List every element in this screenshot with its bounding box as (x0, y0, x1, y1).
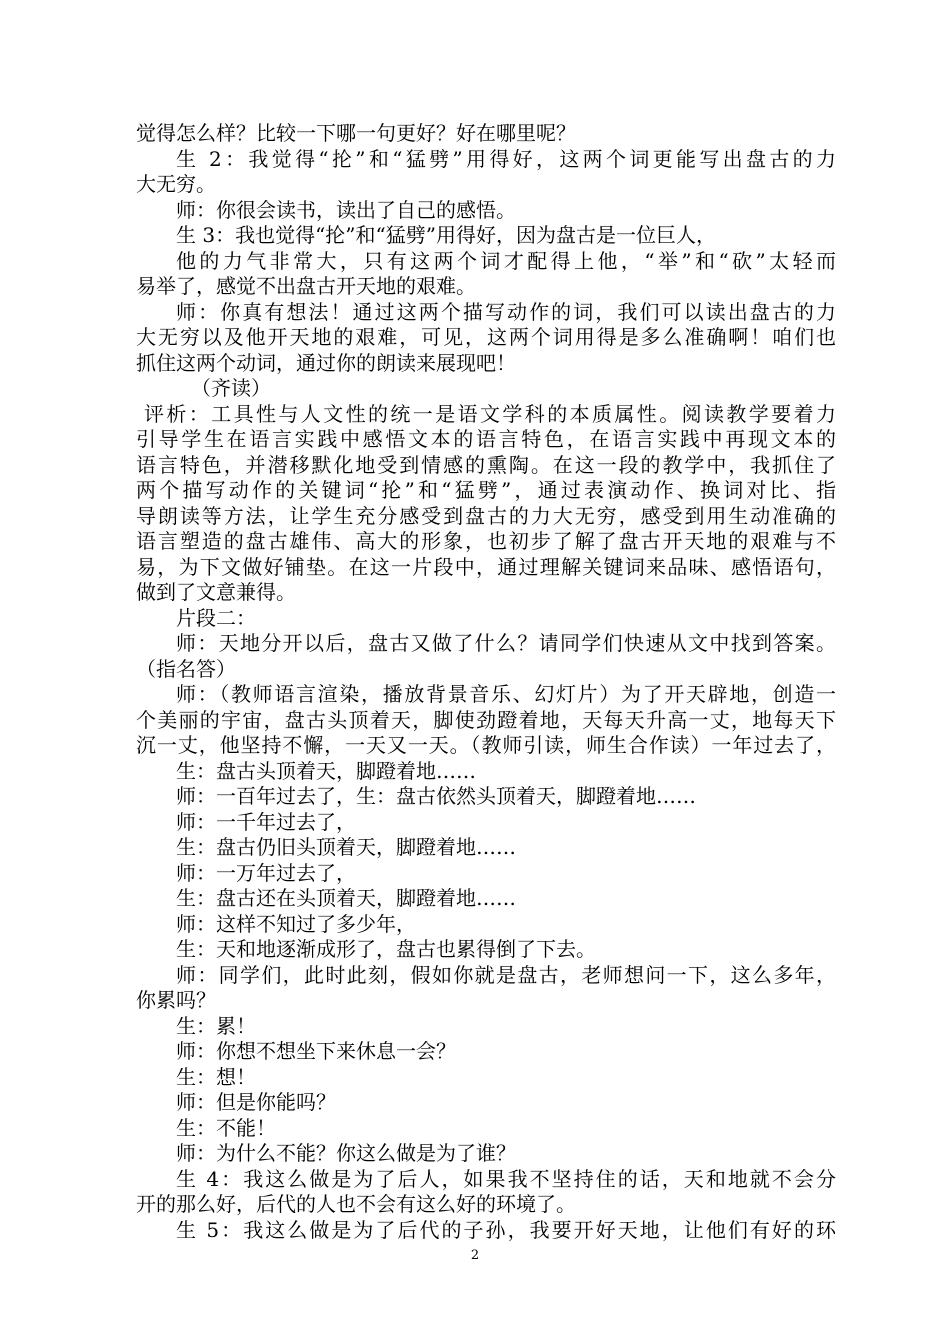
text-line: 语言特色，并潜移默化地受到情感的熏陶。在这一段的教学中，我抓住了 (136, 452, 836, 477)
text-line: 师：天地分开以后，盘古又做了什么？请同学们快速从文中找到答案。 (176, 631, 836, 655)
text-line: 做到了文意兼得。 (136, 580, 296, 604)
text-line: 导朗读等方法，让学生充分感受到盘古的力大无穷，感受到用生动准确的 (136, 503, 836, 528)
text-line: 生 3：我也觉得“抡”和“猛劈”用得好，因为盘古是一位巨人， (176, 223, 716, 247)
text-line: 你累吗？ (136, 988, 216, 1012)
text-line: 易，为下文做好铺垫。在这一片段中，通过理解关键词来品味、感悟语句， (136, 554, 836, 579)
text-line: 他的力气非常大，只有这两个词才配得上他，“举”和“砍”太轻而 (176, 248, 836, 273)
text-line: 师：但是你能吗？ (176, 1090, 336, 1114)
text-line: 大无穷。 (136, 172, 216, 196)
text-line: 生 4：我这么做是为了后人，如果我不坚持住的话，天和地就不会分 (176, 1166, 836, 1191)
text-line: 师：一万年过去了， (176, 860, 356, 885)
text-line: （齐读） (191, 376, 271, 400)
text-line: 师：（教师语言渲染，播放背景音乐、幻灯片）为了开天辟地，创造一 (176, 682, 836, 706)
text-line: 语言塑造的盘古雄伟、高大的形象，也初步了解了盘古开天地的艰难与不 (136, 529, 836, 553)
text-line: 评析：工具性与人文性的统一是语文学科的本质属性。阅读教学要着力 (144, 401, 836, 426)
text-line: 生：累！ (176, 1013, 256, 1038)
text-line: 生 5：我这么做是为了后代的子孙，我要开好天地，让他们有好的环 (176, 1217, 836, 1242)
text-line: 师：这样不知过了多少年， (176, 911, 416, 936)
text-line: 师：你想不想坐下来休息一会？ (176, 1039, 456, 1063)
text-line: 觉得怎么样？比较一下哪一句更好？好在哪里呢？ (136, 121, 576, 145)
text-line: 生：天和地逐渐成形了，盘古也累得倒了下去。 (176, 937, 596, 961)
text-line: 师：一千年过去了， (176, 809, 356, 834)
text-line: 开的那么好，后代的人也不会有这么好的环境了。 (136, 1192, 576, 1216)
text-line: （指名答） (136, 656, 236, 681)
text-line: 师：你很会读书，读出了自己的感悟。 (176, 197, 516, 222)
page-number: 2 (470, 1248, 480, 1263)
text-line: 易举了，感觉不出盘古开天地的艰难。 (136, 274, 476, 298)
text-line: 生：盘古头顶着天，脚蹬着地…… (176, 758, 476, 783)
text-line: 个美丽的宇宙，盘古头顶着天，脚使劲蹬着地，天每天升高一丈，地每天下 (136, 707, 836, 732)
text-line: 师：你真有想法！通过这两个描写动作的词，我们可以读出盘古的力 (176, 299, 836, 324)
text-line: 两个描写动作的关键词“抡”和“猛劈”，通过表演动作、换词对比、指 (136, 478, 836, 502)
text-line: 生 2：我觉得“抡”和“猛劈”用得好，这两个词更能写出盘古的力 (176, 146, 836, 171)
text-line: 生：盘古还在头顶着天，脚蹬着地…… (176, 886, 516, 910)
text-line: 师：为什么不能？你这么做是为了谁？ (176, 1141, 516, 1165)
text-line: 大无穷以及他开天地的艰难，可见，这两个词用得是多么准确啊！咱们也 (136, 325, 836, 349)
section-heading: 片段二： (176, 605, 256, 630)
text-line: 生：盘古仍旧头顶着天，脚蹬着地…… (176, 835, 516, 859)
text-line: 师：一百年过去了，生：盘古依然头顶着天，脚蹬着地…… (176, 784, 696, 808)
text-line: 生：想！ (176, 1064, 256, 1089)
text-line: 抓住这两个动词，通过你的朗读来展现吧！ (136, 350, 516, 375)
body-text (136, 121, 836, 1243)
text-line: 生：不能！ (176, 1115, 276, 1140)
text-line: 沉一丈，他坚持不懈，一天又一天。（教师引读，师生合作读）一年过去了， (136, 733, 836, 757)
text-line: 引导学生在语言实践中感悟文本的语言特色，在语言实践中再现文本的 (136, 427, 836, 451)
text-line: 师：同学们，此时此刻，假如你就是盘古，老师想问一下，这么多年， (176, 962, 836, 987)
